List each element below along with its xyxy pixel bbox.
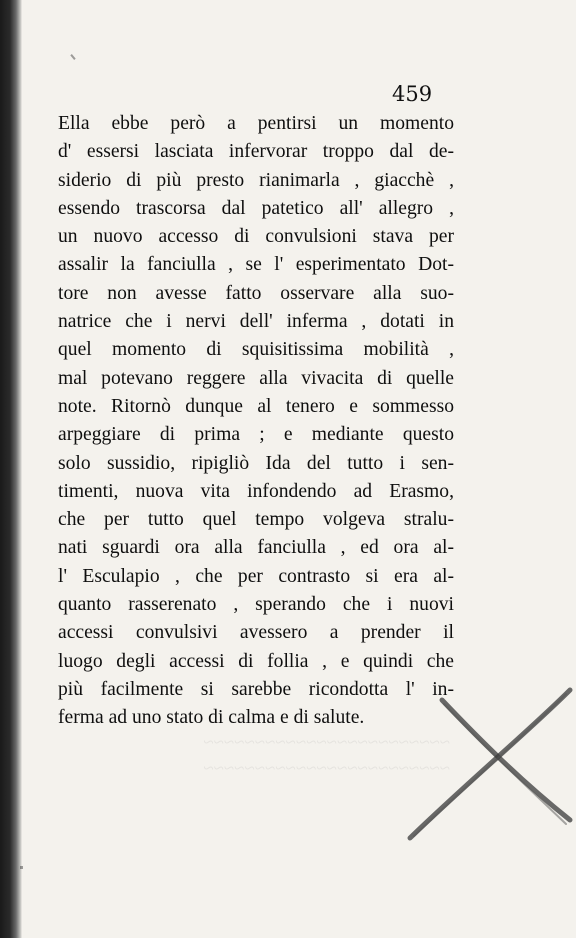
text-line: quanto rasserenato , sperando che i nuovi: [58, 594, 454, 616]
text-line: essendo trascorsa dal patetico all' allegro ,: [58, 197, 454, 219]
text-line: solo sussidio, ripigliò Ida del tutto i sen-: [58, 452, 454, 474]
text-line: timenti, nuova vita infondendo ad Erasmo,: [58, 480, 454, 502]
page-number: 459: [392, 82, 433, 106]
text-line: un nuovo accesso di convulsioni stava per: [58, 226, 454, 248]
bleed-through-text: ~~~~~~~~~~~~~~~~~~~~~~~~: [203, 732, 450, 753]
paper-speck: [70, 54, 75, 60]
text-line: assalir la fanciulla , se l' esperimentato Dot-: [58, 254, 454, 276]
text-line: note. Ritornò dunque al tenero e sommesso: [58, 395, 454, 417]
text-line: arpeggiare di prima ; e mediante questo: [58, 424, 454, 446]
text-line: quel momento di squisitissima mobilità ,: [58, 339, 454, 361]
text-line: più facilmente si sarebbe ricondotta l' in-: [58, 678, 454, 700]
text-line: siderio di più presto rianimarla , giacchè ,: [58, 169, 454, 191]
pencil-cross-icon: [380, 660, 576, 860]
text-line: natrice che i nervi dell' inferma , dotati in: [58, 311, 454, 333]
text-line: accessi convulsivi avessero a prender il: [58, 622, 454, 644]
text-line: d' essersi lasciata infervorar troppo dal de-: [58, 141, 454, 163]
text-line: Ella ebbe però a pentirsi un momento: [58, 113, 454, 134]
text-line: mal potevano reggere alla vivacita di quelle: [58, 367, 454, 389]
text-line: nati sguardi ora alla fanciulla , ed ora al-: [58, 537, 454, 559]
book-spine-shadow: [0, 0, 22, 938]
text-line: tore non avesse fatto osservare alla suo-: [58, 282, 454, 304]
text-line: luogo degli accessi di follia , e quindi che: [58, 650, 454, 672]
paper-speck: [20, 866, 23, 869]
text-line: l' Esculapio , che per contrasto si era al-: [58, 565, 454, 587]
text-line: ferma ad uno stato di calma e di salute.: [58, 707, 365, 729]
text-line: che per tutto quel tempo volgeva stralu-: [58, 509, 454, 531]
body-text: [58, 110, 454, 733]
bleed-through-text: ~~~~~~~~~~~~~~~~~~~~~~~~: [203, 758, 450, 779]
